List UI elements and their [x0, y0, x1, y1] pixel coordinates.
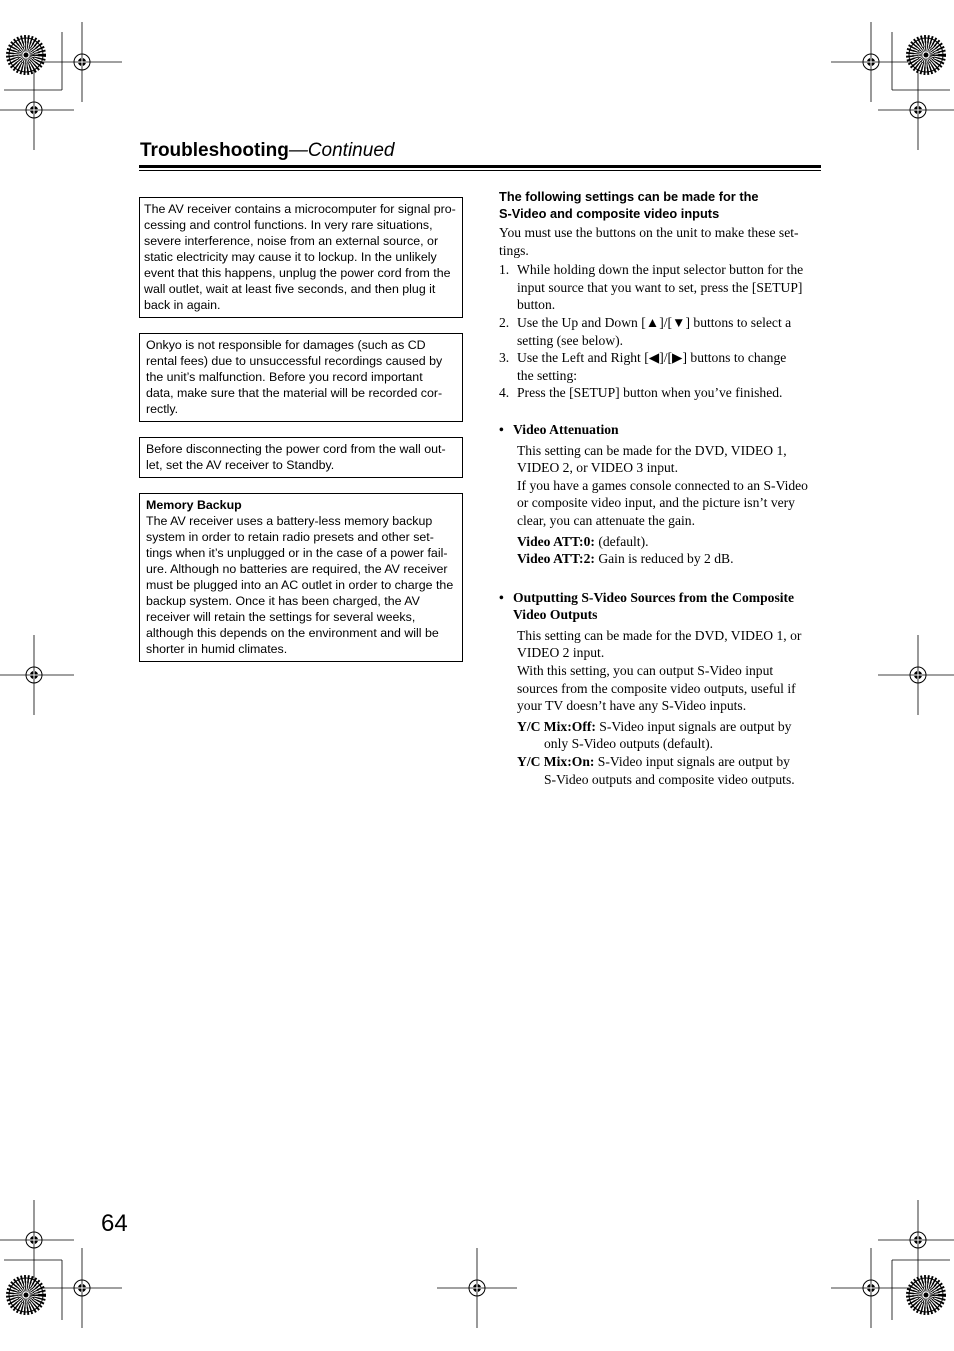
text-line: Before disconnecting the power cord from the wall out-: [146, 442, 446, 456]
text-line: While holding down the input selector button for the: [517, 262, 804, 278]
star-target-icon: [909, 1278, 943, 1312]
text-line: setting (see below).: [517, 332, 624, 348]
text-line: severe interference, noise from an external source, or: [144, 234, 439, 248]
text-line: Use the Up and Down [▲]/[▼] buttons to select a: [517, 314, 792, 330]
liability-note-box: [139, 333, 463, 422]
crosshair-icon: [437, 1248, 517, 1328]
intro-paragraph: [499, 224, 821, 259]
text-line: sources from the composite video outputs, useful if: [517, 680, 796, 696]
text-line: event that this happens, unplug the power cord from the: [144, 266, 451, 280]
page-number: 64: [101, 1210, 128, 1237]
text-line: shorter in humid climates.: [146, 642, 288, 656]
settings-heading: [499, 188, 821, 222]
text-line: Use the Left and Right [◀]/[▶] buttons to change: [517, 350, 787, 366]
text-line: tings.: [499, 242, 529, 258]
text-line: data, make sure that the material will be recorded cor-: [146, 386, 443, 400]
standby-note-box: [139, 437, 463, 478]
text-line: You must use the buttons on the unit to make these set-: [499, 225, 799, 240]
memory-backup-title: Memory Backup: [146, 498, 242, 512]
header-rule: [139, 165, 821, 168]
section-title: [499, 589, 821, 624]
text-line: your TV doesn’t have any S-Video inputs.: [517, 698, 747, 714]
text-line: The AV receiver contains a microcomputer for signal pro-: [144, 202, 456, 216]
text-line: must be plugged into an AC outlet in order to charge the: [146, 578, 454, 592]
memory-backup-box: [139, 493, 463, 662]
microcomputer-note-box: [139, 197, 463, 318]
option-label: Y/C Mix:On:: [517, 754, 595, 770]
text-line: With this setting, you can output S-Video input: [517, 663, 774, 679]
steps-list: [499, 261, 821, 402]
option-continuation: only S-Video outputs (default).: [544, 736, 714, 752]
crosshair-icon: [878, 635, 954, 715]
option-label: Y/C Mix:Off:: [517, 718, 596, 734]
crosshair-icon: [0, 70, 74, 150]
text-line: wall outlet, wait at least five seconds, and then plug it: [144, 282, 436, 296]
crosshair-icon: [878, 1200, 954, 1280]
text-line: This setting can be made for the DVD, VIDEO 1, or: [517, 627, 802, 643]
star-target-icon: [909, 38, 943, 72]
text-line: let, set the AV receiver to Standby.: [146, 458, 335, 472]
text-line: system in order to retain radio presets and other set-: [146, 530, 434, 544]
star-target-icon: [9, 1278, 43, 1312]
step-number: 1.: [499, 262, 510, 278]
text-line: rental fees) due to unsuccessful recordings caused by: [146, 354, 443, 368]
text-line: rectly.: [146, 402, 179, 416]
crosshair-icon: [878, 70, 954, 150]
text-line: although this depends on the environment and will be: [146, 626, 439, 640]
text-line: If you have a games console connected to an S-Video: [517, 477, 808, 493]
option-text: (default).: [594, 533, 649, 549]
crosshair-icon: [0, 635, 74, 715]
option-line: [517, 718, 821, 736]
text-line: Press the [SETUP] button when you’ve finished.: [517, 385, 783, 401]
option-text: S-Video input signals are output by: [594, 754, 790, 770]
bullet-icon: •: [499, 421, 504, 437]
text-line: clear, you can attenuate the gain.: [517, 512, 695, 528]
list-item: [499, 261, 821, 314]
star-target-icon: [9, 38, 43, 72]
title-line: Video Attenuation: [513, 421, 619, 437]
list-item: [499, 349, 821, 384]
text-line: back in again.: [144, 298, 221, 312]
text-line: This setting can be made for the DVD, VIDEO 1,: [517, 442, 787, 458]
text-line: cessing and control functions. In very rare situations,: [144, 218, 433, 232]
text-line: button.: [517, 297, 556, 313]
option-continuation: S-Video outputs and composite video outputs.: [544, 771, 795, 787]
title-line: Video Outputs: [513, 607, 598, 623]
text-line: the setting:: [517, 367, 578, 383]
step-number: 4.: [499, 385, 510, 401]
step-number: 3.: [499, 350, 510, 366]
header-suffix: —Continued: [288, 140, 395, 161]
text-line: tings when it’s unplugged or in the case of a power fail-: [146, 546, 448, 560]
title-line: Outputting S-Video Sources from the Composite: [513, 589, 795, 605]
text-line: VIDEO 2 input.: [517, 645, 605, 661]
header-rule-thin: [139, 170, 821, 171]
option-label: Video ATT:2:: [517, 551, 595, 567]
list-item: [499, 384, 821, 402]
section-title: [499, 421, 821, 439]
section-body: [499, 442, 821, 568]
option-line: [517, 753, 821, 771]
heading-line: The following settings can be made for the: [499, 189, 759, 204]
crosshair-icon: [0, 1200, 74, 1280]
page-header: [140, 139, 394, 163]
text-line: static electricity may cause it to lockup. In the unlikely: [144, 250, 437, 264]
text-line: the unit’s malfunction. Before you record important: [146, 370, 423, 384]
section-body: [499, 627, 821, 788]
text-line: ure. Although no batteries are required, the AV receiver: [146, 562, 448, 576]
option-text: S-Video input signals are output by: [595, 718, 792, 734]
option-line: [517, 533, 821, 551]
text-line: input source that you want to set, press the [SETUP]: [517, 279, 803, 295]
text-line: or composite video input, and the picture isn’t very: [517, 495, 795, 511]
step-number: 2.: [499, 314, 510, 330]
option-text: Gain is reduced by 2 dB.: [594, 551, 734, 567]
heading-line: S-Video and composite video inputs: [499, 206, 720, 221]
option-label: Video ATT:0:: [517, 533, 595, 549]
header-title: Troubleshooting: [140, 140, 289, 161]
video-attenuation-section: [499, 421, 821, 568]
text-line: receiver will retain the settings for several weeks,: [146, 610, 416, 624]
text-line: Onkyo is not responsible for damages (such as CD: [146, 338, 426, 352]
yc-mix-section: [499, 589, 821, 789]
right-column: [499, 188, 821, 788]
text-line: backup system. Once it has been charged, the AV: [146, 594, 420, 608]
list-item: [499, 314, 821, 349]
text-line: VIDEO 2, or VIDEO 3 input.: [517, 460, 678, 476]
text-line: The AV receiver uses a battery-less memory backup: [146, 514, 433, 528]
bullet-icon: •: [499, 589, 504, 605]
option-line: [517, 550, 821, 568]
